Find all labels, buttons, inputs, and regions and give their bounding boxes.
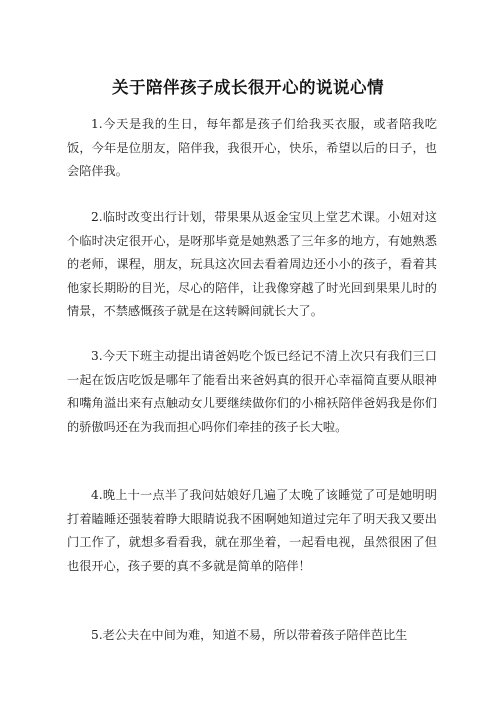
- document-title: 关于陪伴孩子成长很开心的说说心情: [112, 78, 384, 97]
- paragraph-2: 2.临时改变出行计划，带果果从返金宝贝上堂艺术课。小妞对这个临时决定很开心，是呀那毕竟是她熟悉了三年多的地方，有她熟悉的老师，课程，朋友，玩具这次回去看着周边还小小的孩子，看着其他家长期盼的目光，尽心的陪伴，让我像穿越了时光回到果果儿时的情景，不禁感慨孩子就是在这转瞬间就长大了。: [67, 210, 437, 318]
- paragraph-3: 3.今天下班主动提出请爸妈吃个饭已经记不清上次只有我们三口一起在饭店吃饭是哪年了能看出来爸妈真的很开心幸福简直要从眼神和嘴角溢出来有点触动女儿要继续做你们的小棉袄陪伴爸妈我是你们的骄傲吗还在为我而担心吗你们牵挂的孩子长大啦。: [67, 349, 437, 434]
- paragraph-4: 4.晚上十一点半了我问姑娘好几遍了太晚了该睡觉了可是她明明打着瞌睡还强装着睁大眼睛说我不困啊她知道过完年了明天我又要出门工作了，就想多看看我，就在那坐着，一起看电视，虽然很困了但也很开心，孩子要的真不多就是简单的陪伴！: [67, 488, 437, 573]
- paragraph-1: 1.今天是我的生日，每年都是孩子们给我买衣服，或者陪我吃饭，今年是位朋友，陪伴我，我很开心，快乐，希望以后的日子，也会陪伴我。: [67, 117, 437, 178]
- paragraph-5: 5.老公夫在中间为难，知道不易，所以带着孩子陪伴芭比生: [91, 628, 408, 642]
